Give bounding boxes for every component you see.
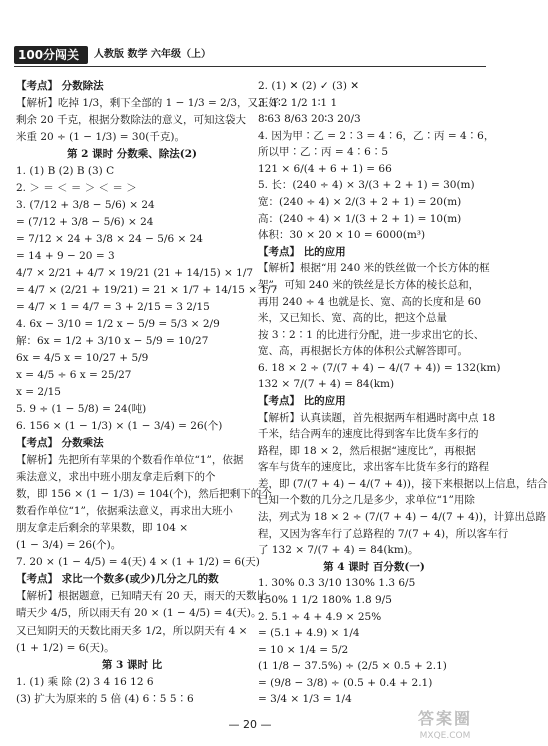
right-line: 2. 5.1 ÷ 4 + 4.9 × 25% [258,610,382,623]
right-line: 按 3∶2∶1 的比进行分配，进一步求出它的长、 [258,328,485,341]
left-line: (1 − 3/4) = 26(个)。 [16,539,122,552]
left-line: = 4/7 × 1 = 4/7 = 3 + 2/15 = 3 2/15 [16,301,210,314]
left-line: 【解析】先把所有苹果的个数看作单位“1”，依据 [16,454,244,467]
right-line: 再用 240 ÷ 4 也就是长、宽、高的长度和是 60 [258,295,482,308]
left-line: 第 2 课时 分数乘、除法(2) [66,148,197,161]
right-line: 132 × 7/(7 + 4) = 84(km) [258,378,395,391]
left-line: 剩余 20 千克，根据分数除法的意义，可知这袋大 [16,114,247,127]
left-column [16,78,279,708]
right-line: = 3/4 × 1/3 = 1/4 [258,693,352,706]
right-line: = (5.1 + 4.9) × 1/4 [258,627,360,640]
left-line: 5. 9 ÷ (1 − 5/8) = 24(吨) [16,403,147,416]
left-line: (1 + 1/2) = 6(天)。 [16,641,115,654]
left-line: 朋友拿走后剩余的苹果数，即 104 × [16,522,189,535]
watermark-mark: 答案圈 [417,709,472,728]
book-title: 人教版 数学 六年级（上） [94,49,211,60]
left-line: 3. (7/12 + 3/8 − 5/6) × 24 [16,199,155,212]
left-line: 又已知阴天的天数比雨天多 1/2，所以阴天有 4 × [16,624,248,637]
watermark-url: MXQE.COM [419,730,471,741]
right-line: 所以甲∶乙∶丙 = 4∶6∶5 [258,146,389,159]
right-line: 8∶63 8/63 20∶3 20/3 [258,113,361,126]
left-line: = 4/7 × (2/21 + 19/21) = 21 × 1/7 + 14/15 × 1/7 [16,284,278,297]
page-number: — 20 — [228,718,272,731]
right-line: 4. 因为甲∶乙 = 2∶3 = 4∶6，乙∶丙 = 4∶6， [258,129,495,142]
left-line: = 7/12 × 24 + 3/8 × 24 − 5/6 × 24 [16,233,203,246]
right-line: = (9/8 − 3/8) ÷ (0.5 + 0.4 + 2.1) [258,676,433,689]
right-line: 米，又已知长、宽、高的比，把这个总量 [258,312,447,325]
right-line: 6. 18 × 2 ÷ (7/(7 + 4) − 4/(7 + 4)) = 132(km) [258,361,501,374]
right-line: 【考点】 比的应用 [258,394,346,407]
page-header [14,44,486,68]
left-line: 【考点】 求比一个数多(或少)几分之几的数 [16,573,219,586]
right-line: 【解析】认真读题，首先根据两车相遇时离中点 18 [258,411,496,424]
right-line: 5. 长：(240 ÷ 4) × 3/(3 + 2 + 1) = 30(m) [258,179,475,192]
right-line: 121 × 6/(4 + 6 + 1) = 66 [258,162,392,175]
right-line: 高：(240 ÷ 4) × 1/(3 + 2 + 1) = 10(m) [258,212,462,225]
left-line: 数，即 156 × (1 − 1/3) = 104(个)，然后把剩下的个 [16,488,272,501]
right-line: 差，即 (7/(7 + 4) − 4/(7 + 4))，接下来根据以上信息，结合 [258,477,548,490]
left-line: (3) 扩大为原来的 5 倍 (4) 6∶5 5∶6 [16,692,194,705]
right-line: 架”，可知 240 米的铁丝是长方体的棱长总和， [258,278,480,291]
right-line: 宽：(240 ÷ 4) × 2/(3 + 2 + 1) = 20(m) [258,196,462,209]
left-line: 第 3 课时 比 [101,658,163,671]
left-line: 【考点】 分数除法 [16,80,104,92]
left-line: = 14 + 9 − 20 = 3 [16,250,115,263]
left-line: 【解析】根据题意，已知晴天有 20 天，雨天的天数比 [16,590,268,603]
left-line: 晴天少 4/5，所以雨天有 20 × (1 − 4/5) = 4(天)。 [16,607,262,620]
right-line: 第 4 课时 百分数(一) [323,560,425,573]
left-line: = (7/12 + 3/8 − 5/6) × 24 [16,216,154,229]
left-line: 6x = 4/5 x = 10/27 + 5/9 [16,352,149,365]
right-line: 体积：30 × 20 × 10 = 6000(m³) [258,229,426,242]
left-line: 1. (1) B (2) B (3) C [16,165,115,178]
left-line: 【解析】吃掉 1/3，剩下全部的 1 − 1/3 = 2/3，又正好 [16,97,279,110]
watermark [400,708,490,740]
right-line: 路程，即 18 × 2，然后根据“速度比”，再根据 [258,444,476,457]
left-line: 2. ＞ ＝ ＜ ＝ ＞ ＜ ＝ ＞ [16,182,137,195]
left-line: 4. 6x − 3/10 = 1/2 x − 5/9 = 5/3 × 2/9 [16,318,220,331]
left-line: 解：6x = 1/2 + 3/10 x − 5/9 = 10/27 [16,335,209,348]
right-line: 2. (1) ✕ (2) ✓ (3) ✕ [258,80,360,92]
right-line: 客车与货车的速度比，求出客车比货车多行的路程 [258,461,489,474]
right-line: 150% 1 1/2 180% 1.8 9/5 [258,593,392,606]
left-line: 【考点】 分数乘法 [16,437,104,450]
right-line: 法，列式为 18 × 2 ÷ (7/(7 + 4) − 4/(7 + 4))，计算出总路 [258,511,546,524]
left-line: x = 2/15 [16,386,61,399]
right-line: 3. 1∶2 1/2 1∶1 1 [258,96,338,109]
left-line: 数看作单位“1”，依据乘法意义，再求出大班小 [16,505,233,518]
right-line: 已知一个数的几分之几是多少，求单位“1”用除 [258,494,475,507]
right-line: 宽、高，再根据长方体的体积公式解答即可。 [258,345,468,358]
right-line: 程，又因为客车行了总路程的 7/(7 + 4)，所以客车行 [258,527,509,540]
left-line: 1. (1) 乘 除 (2) 3 4 16 12 6 [16,675,154,688]
left-line: 4/7 × 2/21 + 4/7 × 19/21 (21 + 14/15) × 1/7 [16,267,254,280]
left-line: x = 4/5 ÷ 6 x = 25/27 [16,369,132,382]
right-column [258,78,548,708]
right-line: 千米，结合两车的速度比得到客车比货车多行的 [258,428,479,441]
right-line: 了 132 × 7/(7 + 4) = 84(km)。 [258,544,419,557]
right-line: (1 1/8 − 37.5%) ÷ (2/5 × 0.5 + 2.1) [258,660,447,673]
right-line: 【解析】根据“用 240 米的铁丝做一个长方体的框 [258,262,490,275]
right-line: 1. 30% 0.3 3/10 130% 1.3 6/5 [258,577,416,590]
left-line: 米重 20 ÷ (1 − 1/3) = 30(千克)。 [16,131,185,144]
right-line: = 10 × 1/4 = 5/2 [258,643,349,656]
right-line: 【考点】 比的应用 [258,245,346,258]
left-line: 6. 156 × (1 − 1/3) × (1 − 3/4) = 26(个) [16,420,223,433]
brand-logo: 100分闯关 [14,46,88,64]
left-line: 乘法意义，求出中班小朋友拿走后剩下的个 [16,471,216,484]
left-line: 7. 20 × (1 − 4/5) = 4(天) 4 × (1 + 1/2) = 6(天) [16,556,260,569]
header-rule [14,66,486,67]
